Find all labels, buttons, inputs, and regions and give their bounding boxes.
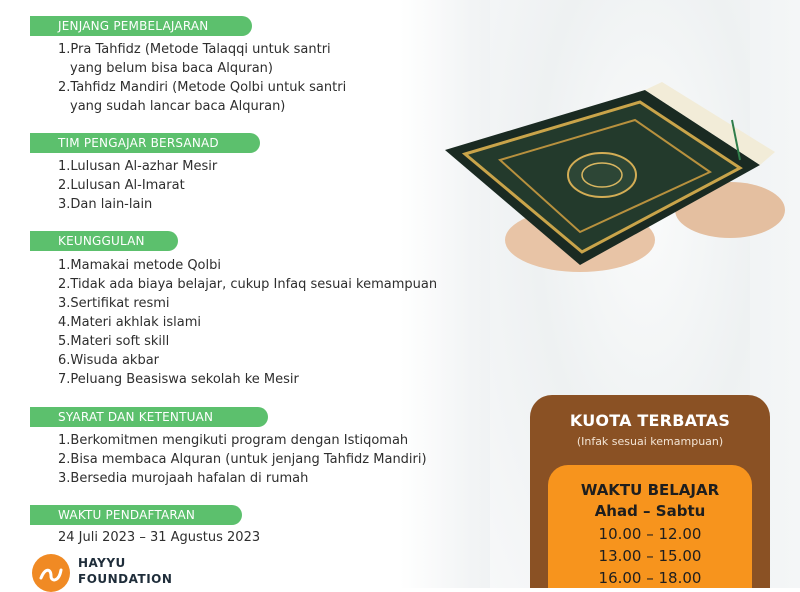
- list-item: [58, 40, 346, 78]
- schedule-time-slot: 13.00 – 15.00: [598, 547, 702, 565]
- list-item: [58, 78, 346, 116]
- hayyu-foundation-logo: [32, 550, 232, 588]
- section-header-jenjang: JENJANG PEMBELAJARAN: [30, 16, 252, 36]
- schedule-times: [548, 523, 752, 588]
- list-item: 5.Materi soft skill: [58, 334, 170, 349]
- list-item: 3.Dan lain-lain: [58, 197, 153, 212]
- section-header-waktu: WAKTU PENDAFTARAN: [30, 505, 242, 525]
- hayyu-logo-icon: [32, 554, 70, 592]
- schedule-box: [548, 465, 752, 588]
- list-item: 1.Lulusan Al-azhar Mesir: [58, 159, 218, 174]
- quota-title: KUOTA TERBATAS: [569, 411, 731, 430]
- list-item: 3.Bersedia murojaah hafalan di rumah: [58, 471, 309, 486]
- syarat-list: [58, 431, 427, 488]
- schedule-time-slot: 16.00 – 18.00: [598, 569, 702, 587]
- section-header-keunggulan: KEUNGGULAN: [30, 231, 178, 251]
- quota-box: [530, 395, 770, 588]
- keunggulan-list: [58, 256, 437, 389]
- section-header-tim: TIM PENGAJAR BERSANAD: [30, 133, 260, 153]
- list-item: 1.Mamakai metode Qolbi: [58, 258, 221, 273]
- list-item: 2.Bisa membaca Alquran (untuk jenjang Tahfidz Mandiri): [58, 452, 427, 467]
- list-item: 2.Lulusan Al-Imarat: [58, 178, 185, 193]
- list-item-line: 1.Pra Tahfidz (Metode Talaqqi untuk santri: [58, 42, 331, 57]
- list-item: 2.Tidak ada biaya belajar, cukup Infaq sesuai kemampuan: [58, 277, 438, 292]
- logo-text-line1: HAYYU: [78, 556, 126, 570]
- schedule-days: Ahad – Sabtu: [594, 502, 706, 520]
- logo-text-line2: FOUNDATION: [78, 572, 173, 586]
- quran-book-icon: [430, 80, 800, 290]
- hayyu-swirl-icon: [32, 554, 70, 592]
- list-item: 1.Berkomitmen mengikuti program dengan Istiqomah: [58, 433, 409, 448]
- list-item-line: yang sudah lancar baca Alquran): [70, 99, 286, 114]
- jenjang-list: [58, 40, 346, 116]
- quota-subtitle: (Infak sesuai kemampuan): [576, 435, 724, 448]
- schedule-title: WAKTU BELAJAR: [580, 481, 720, 499]
- list-item: 3.Sertifikat resmi: [58, 296, 170, 311]
- tim-list: [58, 157, 217, 214]
- list-item-line: 2.Tahfidz Mandiri (Metode Qolbi untuk santri: [58, 80, 347, 95]
- section-header-syarat: SYARAT DAN KETENTUAN: [30, 407, 268, 427]
- list-item-line: yang belum bisa baca Alquran): [70, 61, 273, 76]
- list-item: 4.Materi akhlak islami: [58, 315, 201, 330]
- list-item: 6.Wisuda akbar: [58, 353, 160, 368]
- list-item: 7.Peluang Beasiswa sekolah ke Mesir: [58, 372, 299, 387]
- quran-book-image: [430, 80, 800, 290]
- registration-dates: 24 Juli 2023 – 31 Agustus 2023: [58, 530, 261, 545]
- schedule-time-slot: 10.00 – 12.00: [598, 525, 702, 543]
- book-medallion: [568, 153, 636, 197]
